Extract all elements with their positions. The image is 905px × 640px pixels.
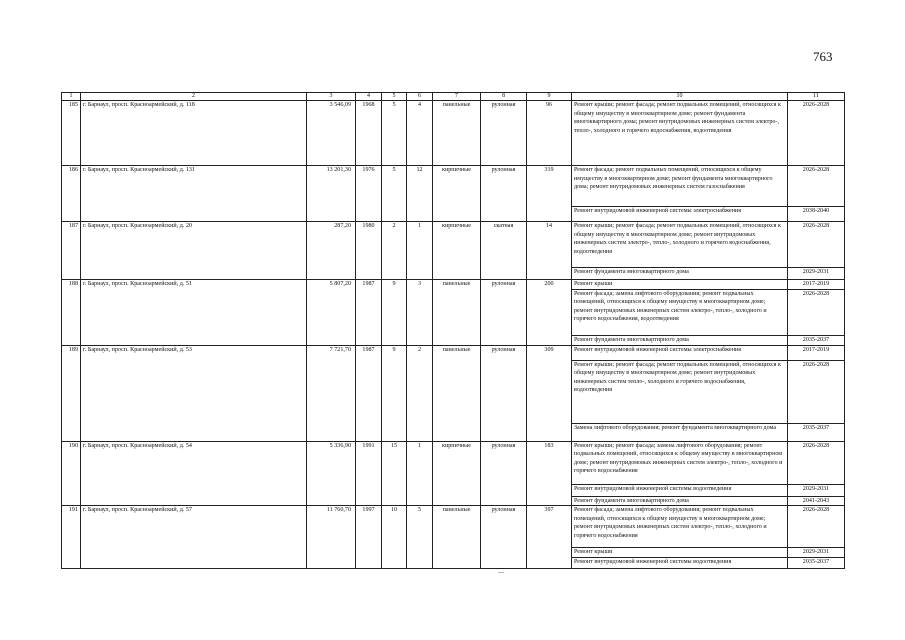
repair-works-cell: Замена лифтового оборудования; ремонт фундамента многоквартирного дома: [572, 423, 788, 441]
entrances-cell: 3: [407, 280, 433, 346]
entrances-cell: 1: [407, 441, 433, 506]
repair-period-cell: 2026-2028: [788, 289, 845, 335]
table-row: [62, 222, 845, 268]
repair-works-cell: Ремонт фасада; замена лифтового оборудования; ремонт подвальных помещений, относящихся к общему имуществу в многоквартирном доме; ремонт внутридомовых инженерных систем электро-, тепло-, холодного и горячего водоснабжения: [572, 506, 788, 548]
column-header: 8: [481, 93, 527, 101]
repair-period-cell: 2035-2037: [788, 423, 845, 441]
entrances-cell: 12: [407, 166, 433, 222]
repair-period-cell: 2038-2040: [788, 207, 845, 222]
row-number: 185: [62, 101, 81, 166]
repair-period-cell: 2017-2019: [788, 345, 845, 360]
repair-works-cell: Ремонт фасада; ремонт подвальных помещений, относящихся к общему имуществу в многоквартирном доме; ремонт фундамента многоквартирного дома; ремонт внутридомовых инженерных систем газоснабжения: [572, 166, 788, 207]
wall-material-cell: кирпичные: [433, 166, 481, 222]
repair-works-cell: Ремонт фундамента многоквартирного дома: [572, 335, 788, 345]
address-cell: г. Барнаул, просп. Красноармейский, д. 118: [81, 101, 307, 166]
table-row: [62, 345, 845, 360]
column-header: 3: [307, 93, 356, 101]
area-cell: 11 760,70: [307, 506, 356, 569]
address-cell: г. Барнаул, просп. Красноармейский, д. 57: [81, 506, 307, 569]
column-header: 2: [81, 93, 307, 101]
entrances-cell: 1: [407, 222, 433, 280]
repair-works-cell: Ремонт крыши: [572, 280, 788, 290]
row-number: 186: [62, 166, 81, 222]
capital-repair-table: [61, 92, 845, 569]
row-number: 191: [62, 506, 81, 569]
repair-works-cell: Ремонт крыши; ремонт фасада; замена лифтового оборудования; ремонт подвальных помещений, относящихся к общему имуществу в многоквартирном доме; ремонт внутридомовых инженерных систем электро-, тепло-, холодного и горячего водоснабжения: [572, 441, 788, 484]
table-row: [62, 506, 845, 548]
year-cell: 1980: [356, 222, 382, 280]
column-header: 6: [407, 93, 433, 101]
area-cell: 3 546,09: [307, 101, 356, 166]
row-number: 188: [62, 280, 81, 346]
residents-cell: 309: [527, 345, 572, 441]
entrances-cell: 4: [407, 101, 433, 166]
row-number: 187: [62, 222, 81, 280]
area-cell: 13 201,30: [307, 166, 356, 222]
entrances-cell: 2: [407, 345, 433, 441]
column-header: 4: [356, 93, 382, 101]
table-row: [62, 166, 845, 207]
residents-cell: 200: [527, 280, 572, 346]
scan-mark: [498, 572, 504, 573]
row-number: 190: [62, 441, 81, 506]
floors-cell: 15: [382, 441, 407, 506]
residents-cell: 397: [527, 506, 572, 569]
floors-cell: 9: [382, 345, 407, 441]
year-cell: 1997: [356, 506, 382, 569]
repair-works-cell: Ремонт внутридомовой инженерной системы водоотведения: [572, 557, 788, 568]
roof-type-cell: скатная: [481, 222, 527, 280]
repair-works-cell: Ремонт внутридомовой инженерной системы электроснабжения: [572, 207, 788, 222]
wall-material-cell: панельные: [433, 101, 481, 166]
floors-cell: 5: [382, 101, 407, 166]
floors-cell: 2: [382, 222, 407, 280]
wall-material-cell: кирпичные: [433, 222, 481, 280]
repair-period-cell: 2026-2028: [788, 441, 845, 484]
wall-material-cell: панельные: [433, 280, 481, 346]
repair-works-cell: Ремонт фундамента многоквартирного дома: [572, 268, 788, 280]
row-number: 189: [62, 345, 81, 441]
repair-works-cell: Ремонт крыши; ремонт фасада; ремонт подвальных помещений, относящихся к общему имуществу в многоквартирном доме; ремонт внутридомовых инженерных систем тепло-, холодного и горячего водоснабжения, водоотведения: [572, 360, 788, 423]
area-cell: 7 721,70: [307, 345, 356, 441]
area-cell: 5 807,20: [307, 280, 356, 346]
table-row: [62, 441, 845, 484]
roof-type-cell: рулонная: [481, 506, 527, 569]
table-row: [62, 101, 845, 166]
residents-cell: 183: [527, 441, 572, 506]
repair-period-cell: 2026-2028: [788, 222, 845, 268]
column-header: 1: [62, 93, 81, 101]
repair-period-cell: 2026-2028: [788, 166, 845, 207]
repair-period-cell: 2026-2028: [788, 360, 845, 423]
floors-cell: 9: [382, 280, 407, 346]
repair-period-cell: 2035-2037: [788, 557, 845, 568]
repair-period-cell: 2026-2028: [788, 506, 845, 548]
entrances-cell: 5: [407, 506, 433, 569]
table-row: [62, 280, 845, 290]
year-cell: 1987: [356, 280, 382, 346]
roof-type-cell: рулонная: [481, 441, 527, 506]
year-cell: 1987: [356, 345, 382, 441]
column-header: 7: [433, 93, 481, 101]
address-cell: г. Барнаул, просп. Красноармейский, д. 131: [81, 166, 307, 222]
repair-works-cell: Ремонт крыши; ремонт фасада; ремонт подвальных помещений, относящихся к общему имуществу в многоквартирном доме; ремонт фундамента многоквартирного дома; ремонт внутридомовых инженерных систем электро-, тепло-, холодного и горячего водоснабжения, водоотведения: [572, 101, 788, 166]
roof-type-cell: рулонная: [481, 166, 527, 222]
repair-period-cell: 2029-2031: [788, 548, 845, 558]
area-cell: 287,20: [307, 222, 356, 280]
floors-cell: 5: [382, 166, 407, 222]
year-cell: 1976: [356, 166, 382, 222]
repair-works-cell: Ремонт фасада; замена лифтового оборудования; ремонт подвальных помещений, относящихся к общему имуществу в многоквартирном доме; ремонт внутридомовых инженерных систем электро-, тепло-, холодного и горячего водоснабжения, водоотведения: [572, 289, 788, 335]
repair-period-cell: 2035-2037: [788, 335, 845, 345]
area-cell: 5 336,90: [307, 441, 356, 506]
repair-period-cell: 2029-2031: [788, 484, 845, 496]
address-cell: г. Барнаул, просп. Красноармейский, д. 51: [81, 280, 307, 346]
repair-period-cell: 2041-2043: [788, 496, 845, 506]
repair-works-cell: Ремонт крыши; ремонт фасада; ремонт подвальных помещений, относящихся к общему имуществу в многоквартирном доме; ремонт внутридомовых инженерных систем электро-, тепло-, холодного и горячего водоснабжения, водоотведения: [572, 222, 788, 268]
roof-type-cell: рулонная: [481, 280, 527, 346]
address-cell: г. Барнаул, просп. Красноармейский, д. 53: [81, 345, 307, 441]
column-number-row: [62, 93, 845, 101]
repair-works-cell: Ремонт внутридомовой инженерной системы электроснабжения: [572, 345, 788, 360]
repair-period-cell: 2029-2031: [788, 268, 845, 280]
roof-type-cell: рулонная: [481, 345, 527, 441]
repair-period-cell: 2026-2028: [788, 101, 845, 166]
year-cell: 1991: [356, 441, 382, 506]
column-header: 10: [572, 93, 788, 101]
address-cell: г. Барнаул, просп. Красноармейский, д. 20: [81, 222, 307, 280]
page-number: 763: [813, 49, 833, 64]
wall-material-cell: кирпичные: [433, 441, 481, 506]
repair-works-cell: Ремонт крыши: [572, 548, 788, 558]
residents-cell: 14: [527, 222, 572, 280]
repair-works-cell: Ремонт фундамента многоквартирного дома: [572, 496, 788, 506]
floors-cell: 10: [382, 506, 407, 569]
wall-material-cell: панельные: [433, 345, 481, 441]
roof-type-cell: рулонная: [481, 101, 527, 166]
residents-cell: 319: [527, 166, 572, 222]
repair-period-cell: 2017-2019: [788, 280, 845, 290]
column-header: 11: [788, 93, 845, 101]
column-header: 5: [382, 93, 407, 101]
wall-material-cell: панельные: [433, 506, 481, 569]
address-cell: г. Барнаул, просп. Красноармейский, д. 54: [81, 441, 307, 506]
column-header: 9: [527, 93, 572, 101]
residents-cell: 96: [527, 101, 572, 166]
year-cell: 1968: [356, 101, 382, 166]
repair-works-cell: Ремонт внутридомовой инженерной системы водоотведения: [572, 484, 788, 496]
